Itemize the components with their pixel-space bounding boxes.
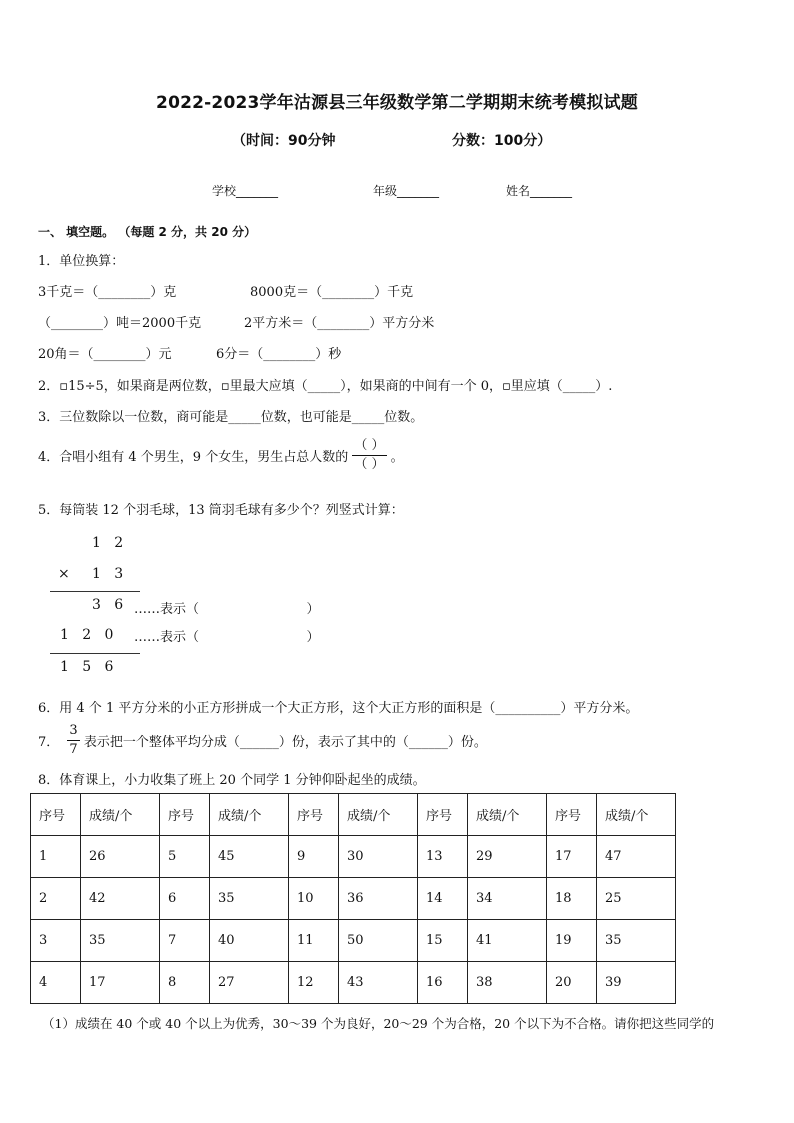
table-header-cell: 成绩/个 (210, 794, 289, 836)
table-cell: 38 (468, 962, 547, 1004)
table-cell: 7 (160, 920, 210, 962)
table-cell: 4 (31, 962, 81, 1004)
table-cell: 17 (81, 962, 160, 1004)
fraction-denominator: 7 (69, 742, 78, 757)
table-row (31, 962, 676, 1004)
calc-partial-1: 3 6 (92, 597, 124, 613)
table-cell: 50 (339, 920, 418, 962)
score-table-body (31, 794, 676, 1004)
answer-fraction (352, 437, 386, 474)
question-4-end: 。 (390, 450, 404, 465)
score-table (30, 793, 676, 1004)
table-row (31, 920, 676, 962)
question-1-item: 3千克＝（________）克 (38, 285, 177, 300)
question-1-item: 6分＝（________）秒 (216, 347, 342, 362)
question-8: 8．体育课上，小力收集了班上 20 个同学 1 分钟仰卧起坐的成绩。 (38, 773, 426, 788)
question-7-prefix: 7． (38, 735, 60, 750)
table-cell: 18 (547, 878, 597, 920)
table-cell: 35 (597, 920, 676, 962)
table-cell: 6 (160, 878, 210, 920)
table-row (31, 836, 676, 878)
table-header-cell: 序号 (289, 794, 339, 836)
table-cell: 45 (210, 836, 289, 878)
multiply-sign: × (58, 566, 70, 582)
table-cell: 40 (210, 920, 289, 962)
table-cell: 2 (31, 878, 81, 920)
table-cell: 47 (597, 836, 676, 878)
question-5: 5．每筒装 12 个羽毛球，13 筒羽毛球有多少个？列竖式计算： (38, 503, 404, 518)
question-1-item: 20角＝（________）元 (38, 347, 172, 362)
table-cell: 17 (547, 836, 597, 878)
table-cell: 1 (31, 836, 81, 878)
exam-time: （时间：90分钟 (232, 133, 336, 149)
school-field: 学校_______ (212, 184, 279, 198)
fraction-numerator: 3 (67, 722, 79, 741)
table-cell: 5 (160, 836, 210, 878)
table-cell: 29 (468, 836, 547, 878)
question-1-item: 8000克＝（________）千克 (250, 285, 414, 300)
question-7-text: 表示把一个整体平均分成（______）份，表示了其中的（______）份。 (83, 735, 487, 750)
table-header-cell: 序号 (31, 794, 81, 836)
table-cell: 42 (81, 878, 160, 920)
table-header-cell: 成绩/个 (81, 794, 160, 836)
table-header-cell: 序号 (160, 794, 210, 836)
question-7 (38, 722, 487, 759)
table-header-cell: 成绩/个 (597, 794, 676, 836)
table-cell: 36 (339, 878, 418, 920)
question-1-item: 2平方米＝（________）平方分米 (244, 316, 435, 331)
question-8-part-1: （1）成绩在 40 个或 40 个以上为优秀，30～39 个为良好，20～29 个为合格，20 个以下为不合格。请你把这些同学的 (42, 1016, 715, 1031)
calc-note-2: ……表示（ ） (134, 630, 320, 645)
fraction-numerator: （ ） (352, 437, 386, 456)
table-cell: 12 (289, 962, 339, 1004)
table-cell: 26 (81, 836, 160, 878)
table-cell: 25 (597, 878, 676, 920)
calc-multiplicand: 1 2 (92, 535, 124, 551)
calc-result: 1 5 6 (60, 659, 114, 675)
table-cell: 34 (468, 878, 547, 920)
table-cell: 9 (289, 836, 339, 878)
table-cell: 16 (418, 962, 468, 1004)
calc-multiplier: 1 3 (92, 566, 124, 582)
table-header-cell: 序号 (547, 794, 597, 836)
section-heading: 一、 填空题。 （每题 2 分，共 20 分） (38, 225, 257, 239)
table-header-cell: 序号 (418, 794, 468, 836)
question-4-text: 4．合唱小组有 4 个男生，9 个女生，男生占总人数的 (38, 450, 349, 465)
exam-score: 分数：100分） (452, 133, 552, 149)
table-cell: 30 (339, 836, 418, 878)
table-row (31, 878, 676, 920)
table-cell: 20 (547, 962, 597, 1004)
table-cell: 13 (418, 836, 468, 878)
grade-field: 年级_______ (373, 184, 440, 198)
table-header-cell: 成绩/个 (468, 794, 547, 836)
fraction-three-sevenths (67, 722, 79, 759)
question-1-title: 1．单位换算： (38, 254, 125, 269)
page-title: 2022-2023学年沽源县三年级数学第二学期期末统考模拟试题 (156, 93, 638, 113)
table-cell: 43 (339, 962, 418, 1004)
question-4 (38, 437, 404, 474)
table-header-cell: 成绩/个 (339, 794, 418, 836)
question-1-item: （________）吨＝2000千克 (38, 316, 202, 331)
question-6: 6．用 4 个 1 平方分米的小正方形拼成一个大正方形，这个大正方形的面积是（__________）平方分米。 (38, 701, 639, 716)
table-cell: 14 (418, 878, 468, 920)
table-cell: 39 (597, 962, 676, 1004)
table-cell: 15 (418, 920, 468, 962)
calc-line (50, 653, 140, 654)
fraction-denominator: （ ） (354, 457, 385, 472)
table-cell: 41 (468, 920, 547, 962)
calc-line (50, 591, 140, 592)
calc-partial-2: 1 2 0 (60, 627, 114, 643)
table-cell: 27 (210, 962, 289, 1004)
table-cell: 10 (289, 878, 339, 920)
table-cell: 8 (160, 962, 210, 1004)
calc-note-1: ……表示（ ） (134, 602, 320, 617)
table-cell: 11 (289, 920, 339, 962)
table-cell: 19 (547, 920, 597, 962)
question-2: 2．▫15÷5，如果商是两位数，▫里最大应填（_____），如果商的中间有一个 0，▫里应填（_____）. (38, 379, 613, 394)
table-header-row (31, 794, 676, 836)
name-field: 姓名_______ (506, 184, 573, 198)
table-cell: 35 (210, 878, 289, 920)
table-cell: 3 (31, 920, 81, 962)
question-3: 3．三位数除以一位数，商可能是_____位数，也可能是_____位数。 (38, 410, 424, 425)
table-cell: 35 (81, 920, 160, 962)
